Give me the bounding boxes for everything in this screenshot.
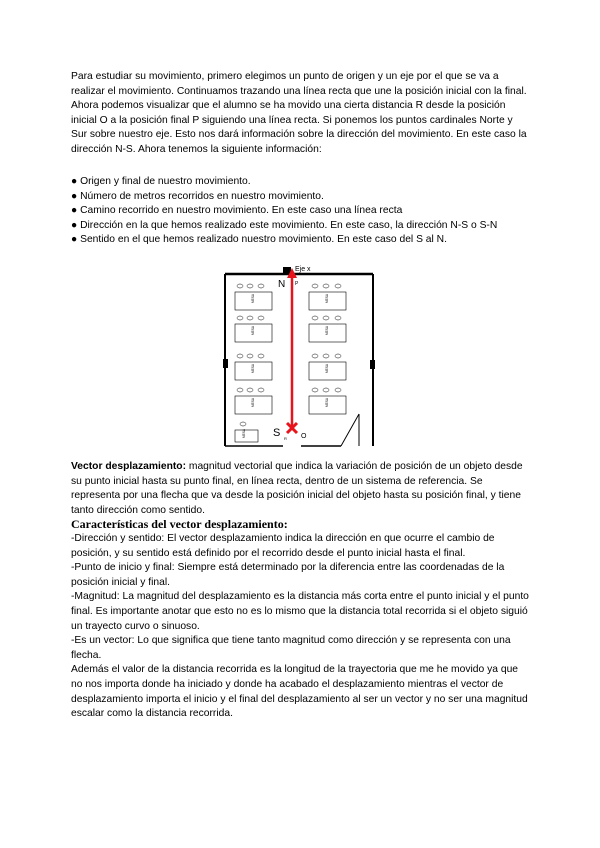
desk-label: MESA	[325, 325, 329, 335]
axis-label: Eje x	[295, 266, 311, 273]
desk-label: MESA	[242, 428, 246, 438]
list-item: ● Origen y final de nuestro movimiento.	[71, 176, 251, 187]
point-p-label: P	[295, 281, 299, 287]
classroom-diagram	[223, 262, 383, 450]
vector-term: Vector desplazamiento:	[71, 461, 187, 472]
vector-description: magnitud vectorial que indica la variación de posición de un objeto desde su punto inicial hasta su punto final, en línea recta, dentro de un sistema de referencia. Se representa por una flecha que va desde la posición inicial del objeto hasta su posición final, y tiene tanto dirección como sentido.	[71, 461, 523, 516]
closing-paragraph: Además el valor de la distancia recorrida es la longitud de la trayectoria que me he movido ya que no nos importa donde ha iniciado y donde ha acabado el desplazamiento mientras el vector de desplazamiento importa el inicio y el final del desplazamiento al ser un vector y no ser una magnitud escalar como la distancia recorrida.	[71, 664, 528, 720]
characteristic-item: -Magnitud: La magnitud del desplazamiento es la distancia más corta entre el punto inicial y el punto final. Es importante anotar que esto no es lo mismo que la distancia total recorrida si el objeto siguió un trayecto curvo o sinuoso.	[71, 591, 529, 632]
north-label: N	[278, 279, 286, 290]
desk-column-right	[309, 292, 346, 414]
desk-label: MESA	[325, 293, 329, 303]
info-list	[71, 175, 529, 248]
wall-marker	[223, 359, 228, 368]
desk-label: MESA	[251, 293, 255, 303]
characteristic-item: -Es un vector: Lo que significa que tiene tanto magnitud como dirección y se representa con una flecha.	[71, 635, 511, 661]
desk-label: MESA	[251, 325, 255, 335]
list-item: ● Camino recorrido en nuestro movimiento. En este caso una línea recta	[71, 205, 403, 217]
list-item: ● Sentido en el que hemos realizado nuestro movimiento. En este caso del S al N.	[71, 234, 447, 246]
vector-definition	[71, 460, 529, 518]
list-item: ● Número de metros recorridos en nuestro movimiento.	[71, 190, 324, 202]
wall-marker	[370, 360, 375, 369]
desk-label: MESA	[251, 363, 255, 373]
characteristic-item: -Dirección y sentido: El vector desplazamiento indica la dirección en que ocurre el cambio de posición, y su sentido está definido por el recorrido desde el punto inicial hasta el final.	[71, 533, 495, 559]
characteristic-item: -Punto de inicio y final: Siempre está determinado por la diferencia entre las coordenadas de la posición inicial y final.	[71, 562, 505, 588]
point-r-label: R	[284, 436, 287, 441]
list-item: ● Dirección en la que hemos realizado este movimiento. En este caso, la dirección N-S o S-N	[71, 219, 498, 231]
point-o-label: O	[301, 433, 307, 440]
characteristics-list	[71, 532, 529, 722]
south-label: S	[273, 427, 281, 439]
desk-label: MESA	[325, 363, 329, 373]
desk-label: MESA	[325, 397, 329, 407]
characteristics-heading: Características del vector desplazamiento:	[71, 517, 288, 531]
desk-label: MESA	[251, 397, 255, 407]
desk	[235, 430, 258, 442]
intro-paragraph: Para estudiar su movimiento, primero elegimos un punto de origen y un eje por el que se va a realizar el movimiento. Continuamos trazando una línea recta que une la posición inicial con la final. Ahora podemos visualizar que el alumno se ha movido una cierta distancia R desde la posición inicial O a la posición final P siguiendo una línea recta. Si ponemos los puntos cardinales Norte y Sur sobre nuestro eje. Esto nos dará información sobre la dirección del movimiento. En este caso la dirección N-S. Ahora tenemos la siguiente información:	[71, 71, 527, 155]
